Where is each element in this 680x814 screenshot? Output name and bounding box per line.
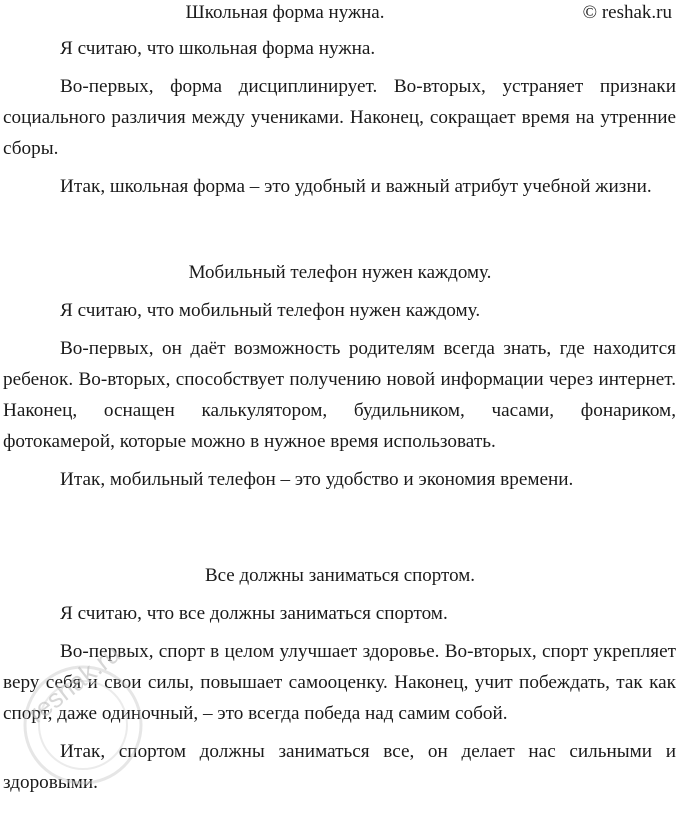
essay-paragraph: Во-первых, он даёт возможность родителям всегда знать, где находится ребенок. Во-вторых, способствует получению новой информации через интернет. Наконец, оснащен калькулятором, будильником, часами, фонариком, фотокамерой, которые можно в нужное время использовать. [3,338,676,452]
essay-title: Школьная форма нужна. [185,2,385,23]
essay-paragraph: Во-первых, спорт в целом улучшает здоровье. Во-вторых, спорт укрепляет веру себя и свои силы, повышает самооценку. Наконец, учит побеждать, так как спорт, даже одиночный, – это всегда победа над самим собой. [3,641,676,724]
essay-title: Все должны заниматься спортом. [204,565,476,586]
essay-section-phone [0,260,680,495]
essay-paragraph: Итак, спортом должны заниматься все, он делает нас сильными и здоровыми. [3,741,676,793]
essay-paragraph: Итак, школьная форма – это удобный и важный атрибут учебной жизни. [60,176,652,197]
essay-section-sport [0,563,680,798]
essay-paragraph: Итак, мобильный телефон – это удобство и экономия времени. [60,469,574,490]
essay-paragraph: Во-первых, форма дисциплинирует. Во-вторых, устраняет признаки социального различия между учениками. Наконец, сокращает время на утренние сборы. [3,76,676,159]
essay-paragraph: Я считаю, что мобильный телефон нужен каждому. [60,300,481,321]
essay-title: Мобильный телефон нужен каждому. [188,262,492,283]
essay-paragraph: Я считаю, что все должны заниматься спортом. [60,603,448,624]
watermark-stamp-text: reshak.ru [22,638,126,729]
essay-section-uniform [0,0,680,202]
copyright-label: © reshak.ru [582,2,672,23]
essay-paragraph: Я считаю, что школьная форма нужна. [60,38,376,59]
